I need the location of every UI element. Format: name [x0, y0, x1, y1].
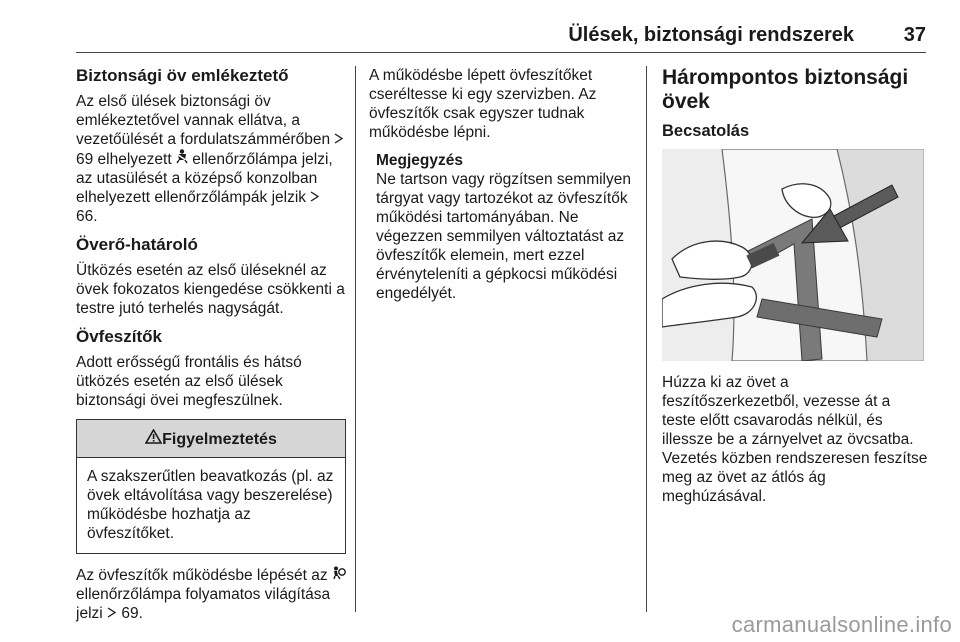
column-divider	[646, 66, 647, 612]
airbag-warning-icon	[332, 567, 346, 584]
column-divider	[355, 66, 356, 612]
section-heading-force-limiter: Överő-határoló	[76, 235, 198, 254]
warning-title: Figyelmeztetés	[162, 431, 277, 448]
watermark: carmanualsonline.info	[731, 612, 952, 637]
illustration-fastening-seatbelt	[662, 149, 924, 361]
page-header	[76, 24, 926, 54]
warning-header	[77, 420, 345, 458]
paragraph-replace-pretensioners: A működésbe lépett övfeszítőket cseréltesse ki egy szervizben. Az övfeszítők csak egyszer tudnak működésbe lépni.	[369, 67, 597, 141]
subsection-heading-fastening: Becsatolás	[662, 122, 750, 140]
section-heading-pretensioners: Övfeszítők	[76, 327, 162, 346]
note-title: Megjegyzés	[376, 152, 464, 169]
page-reference: 69	[121, 605, 139, 622]
ref-arrow-icon	[107, 604, 117, 623]
section-heading-three-point-belts: Hárompontos biztonsági övek	[662, 66, 909, 113]
paragraph-pretensioner-indicator: Az övfeszítők működésbe lépését az ellenőrzőlámpa folyamatos világítása jelzi 69.	[76, 566, 346, 623]
ref-arrow-icon	[310, 188, 320, 207]
paragraph-pretensioners: Adott erősségű frontális és hátsó ütközés esetén az első ülések biztonsági övei megfeszülnek.	[76, 354, 302, 409]
page-number: 37	[903, 24, 926, 46]
note-box	[369, 151, 631, 303]
page-reference: 66	[76, 208, 94, 225]
column-1	[76, 66, 346, 632]
paragraph-force-limiter: Ütközés esetén az első üléseknél az övek fokozatos kiengedése csökkenti a testre jutó terhelés nagyságát.	[76, 262, 345, 317]
seatbelt-warning-icon	[176, 151, 188, 168]
paragraph-seatbelt-reminder: Az első ülések biztonsági öv emlékeztetővel vannak ellátva, a vezetőülését a fordulatszámmérőben 69 elhelyezett ellenőrzőlámpa jelzi, az utasülését a középső konzolban elhelyezett ellenőrzőlámpák jelzik 66.	[76, 92, 346, 226]
column-2	[369, 66, 631, 303]
warning-box	[76, 419, 346, 554]
warning-triangle-icon	[145, 431, 162, 448]
ref-arrow-icon	[334, 130, 344, 149]
note-text: Ne tartson vagy rögzítsen semmilyen tárgyat vagy tartozékot az övfeszítők működési tartományában. Ne végezzen semmilyen változtatást az övfeszítők elemein, mert ezzel érvényteleníti a gépkocsi működési engedélyét.	[376, 171, 631, 302]
warning-text: A szakszerűtlen beavatkozás (pl. az övek eltávolítása vagy beszerelése) működésbe hozhatja az övfeszítőket.	[87, 468, 334, 542]
page-reference: 69	[76, 151, 94, 168]
paragraph-fastening-instructions: Húzza ki az övet a feszítőszerkezetből, vezesse át a teste előtt csavarodás nélkül, és illessze be a zárnyelvet az övcsatba. Vezetés közben rendszeresen feszítse meg az övet az átlós ág meghúzásával.	[662, 374, 928, 505]
column-3	[662, 66, 928, 515]
header-rule	[76, 52, 926, 53]
section-heading-seatbelt-reminder: Biztonsági öv emlékeztető	[76, 66, 289, 85]
chapter-title: Ülések, biztonsági rendszerek	[568, 24, 854, 46]
